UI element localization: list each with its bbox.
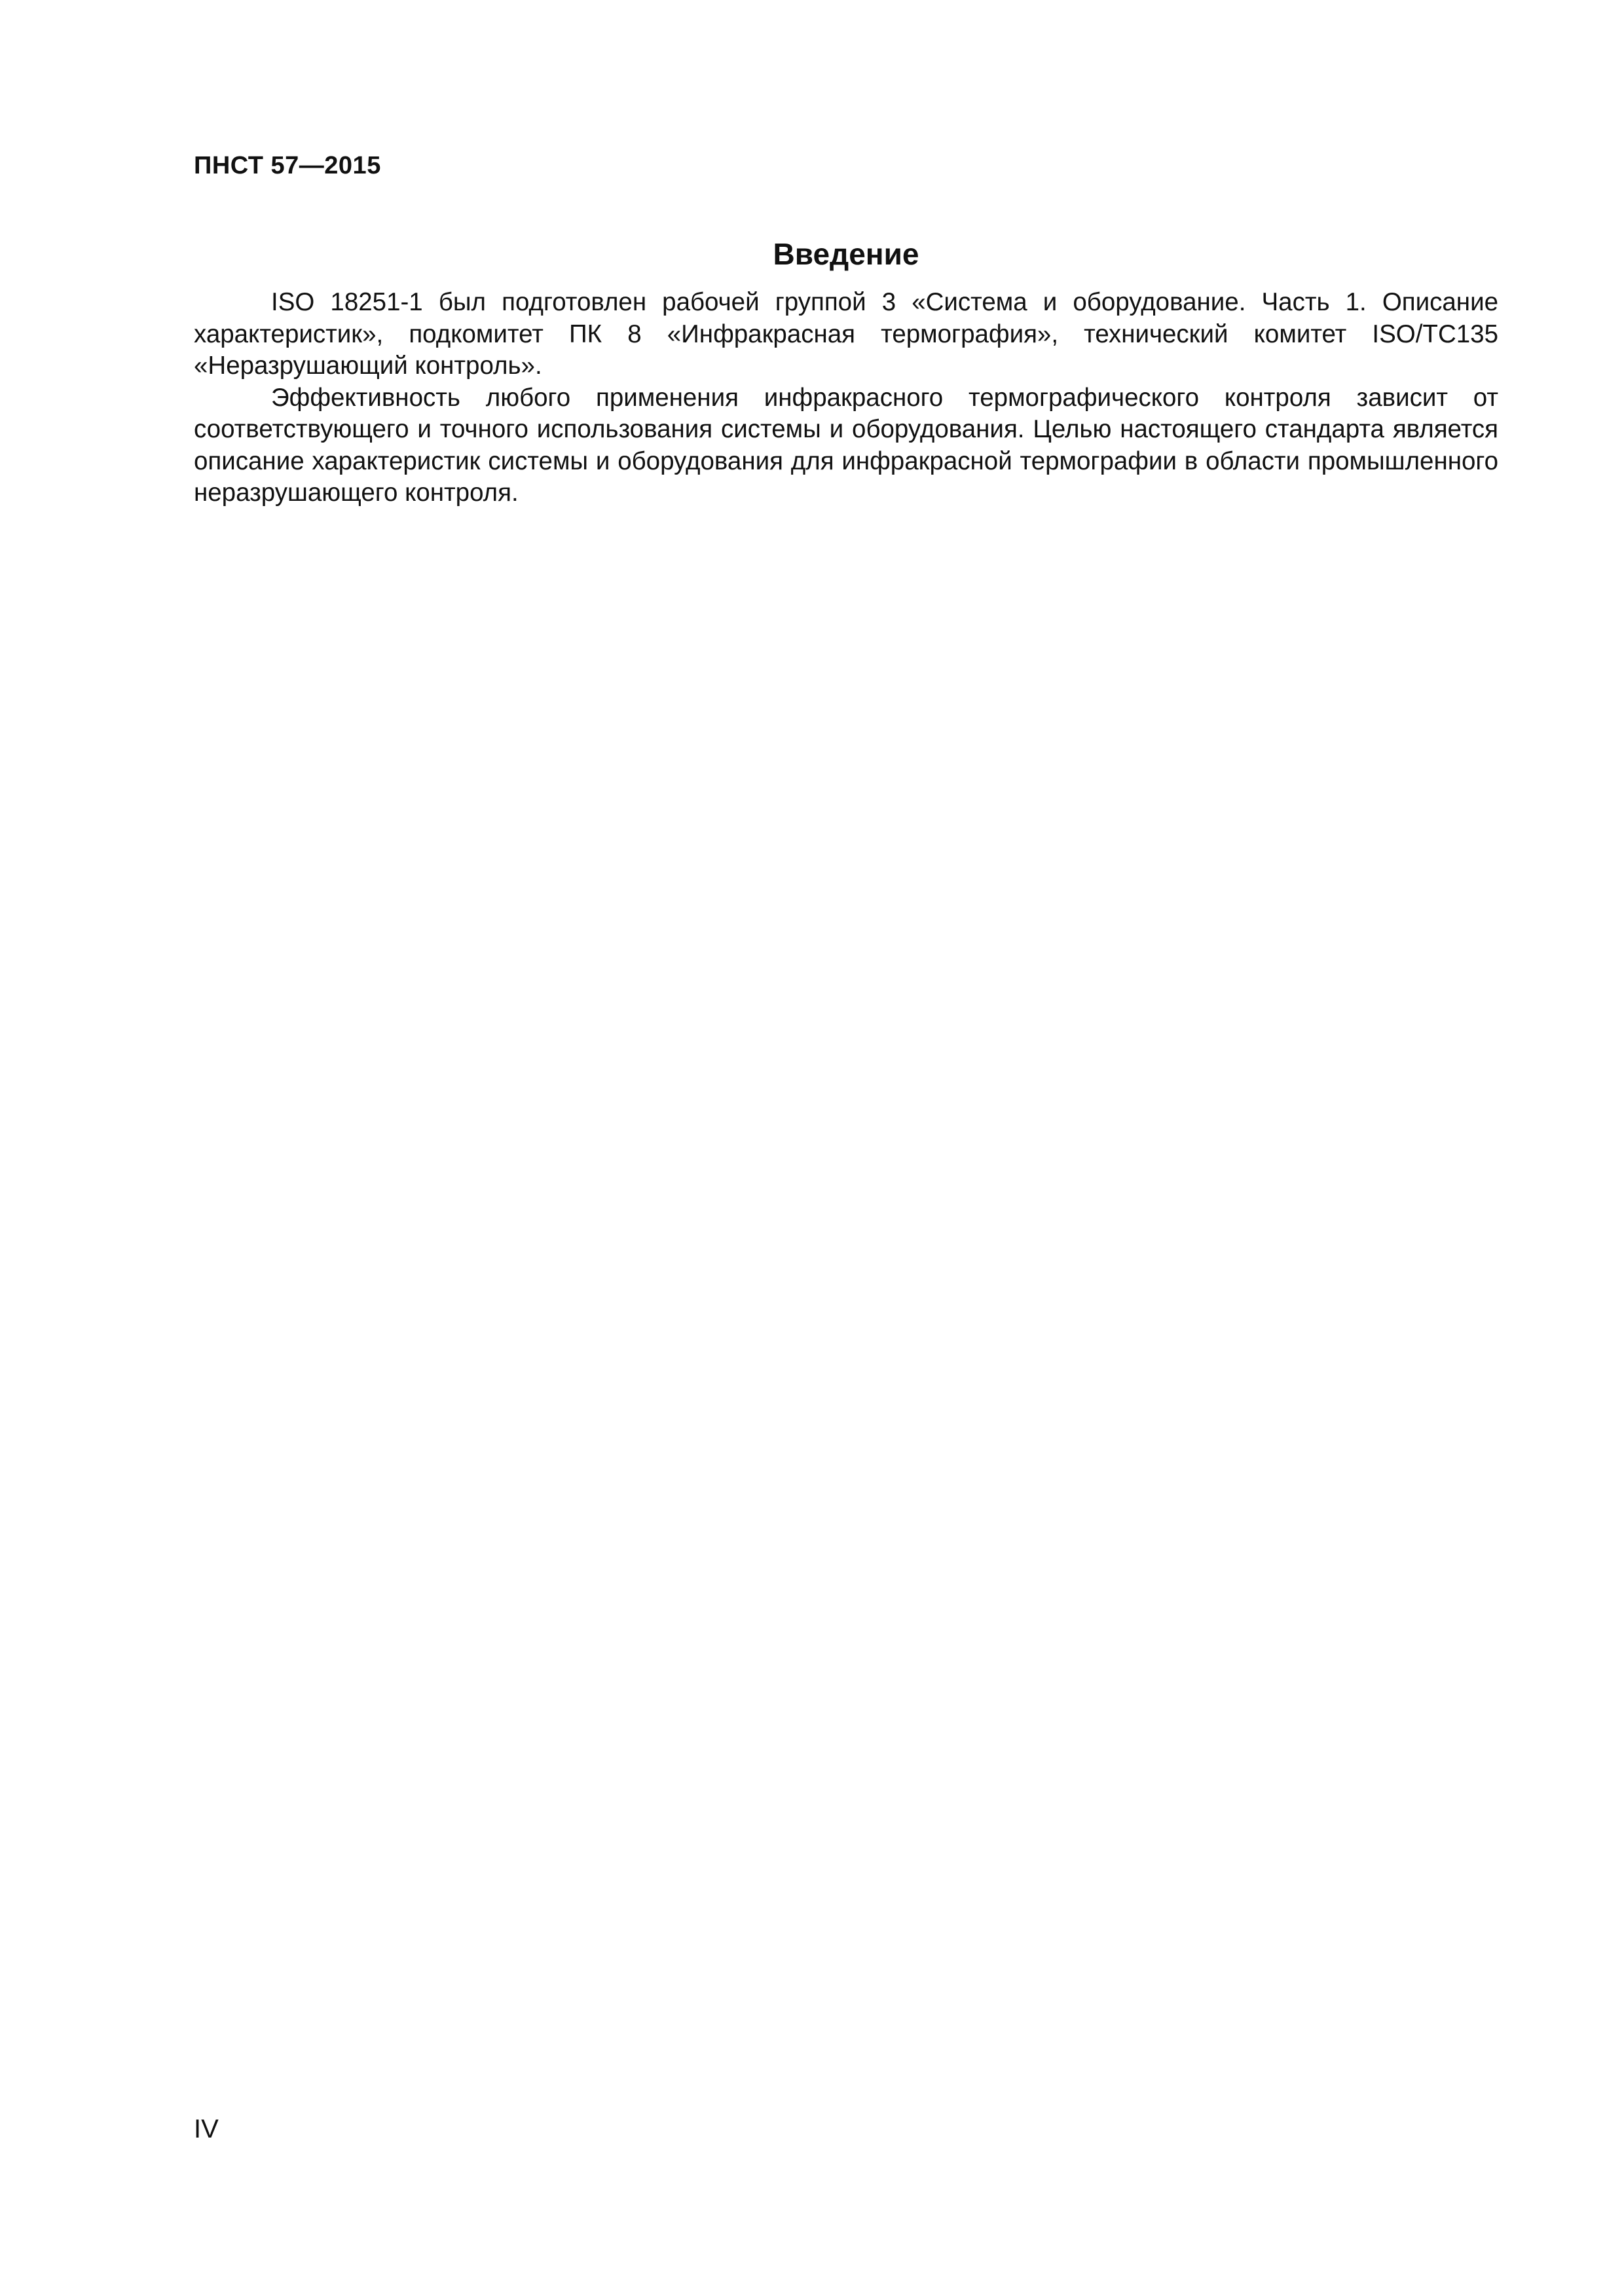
document-id-header: ПНСТ 57—2015 — [194, 152, 381, 179]
paragraph-1: ISO 18251-1 был подготовлен рабочей группой 3 «Система и оборудование. Часть 1. Описание характеристик», подкомитет ПК 8 «Инфракрасная термография», технический комитет ISO/TC135 «Неразрушающий контроль». — [194, 288, 1498, 380]
paragraph-2: Эффективность любого применения инфракрасного термографического контроля зависит от соответствующего и точного использования системы и оборудования. Целью настоящего стандарта является описание характеристик системы и оборудования для инфракрасной термографии в области промышленного неразрушающего контроля. — [194, 383, 1498, 507]
introduction-body — [194, 287, 1498, 509]
page-number: IV — [194, 2115, 219, 2143]
section-title: Введение — [773, 236, 919, 271]
